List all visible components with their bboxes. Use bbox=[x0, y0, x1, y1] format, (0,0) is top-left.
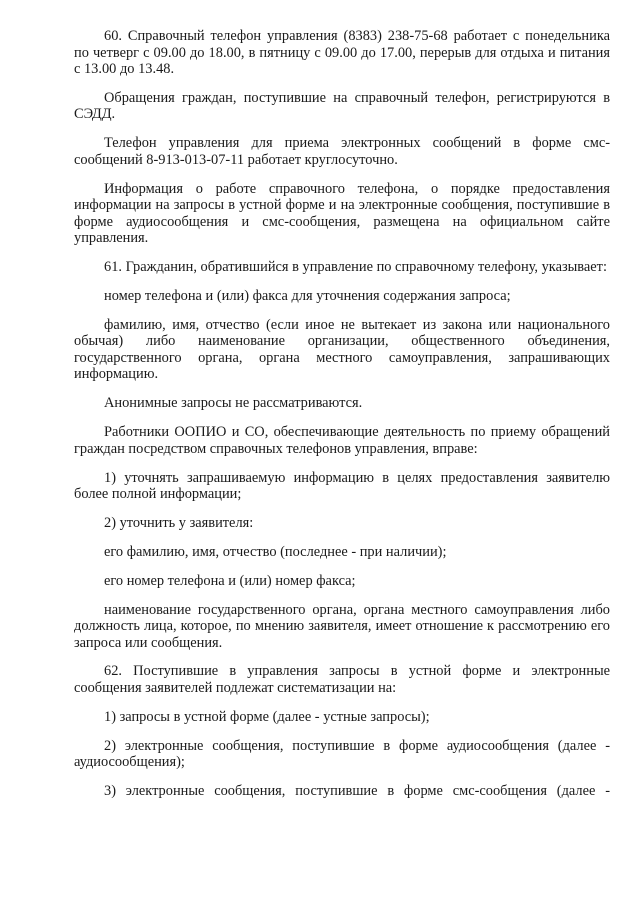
paragraph-61-caller-provides: 61. Гражданин, обратившийся в управление по справочному телефону, указывает: bbox=[104, 259, 607, 276]
list-item-sms-messages: 3) электронные сообщения, поступившие в форме смс-сообщения (далее - bbox=[104, 783, 610, 800]
paragraph-authority-name: наименование государственного органа, органа местного самоуправления либо должность лица, которое, по мнению заявителя, имеет отношение к рассмотрению его запроса или сообщения. bbox=[74, 601, 610, 651]
paragraph-applicant-phone: его номер телефона и (или) номер факса; bbox=[104, 572, 356, 589]
paragraph-info-published: Информация о работе справочного телефона, о порядке предоставления информации на запросы в устной форме и на электронные сообщения, поступившие в форме аудиосообщения и смс-сообщения, размещена на официальном сайте управления. bbox=[74, 180, 610, 247]
paragraph-registration: Обращения граждан, поступившие на справочный телефон, регистрируются в СЭДД. bbox=[74, 89, 610, 123]
paragraph-anonymous-requests: Анонимные запросы не рассматриваются. bbox=[104, 395, 363, 412]
list-item-audio-messages: 2) электронные сообщения, поступившие в форме аудиосообщения (далее - аудиосообщения); bbox=[74, 737, 610, 771]
paragraph-60-phone-hours: 60. Справочный телефон управления (8383) 238-75-68 работает с понедельника по четверг с 09.00 до 18.00, в пятницу с 09.00 до 17.00, перерыв для отдыха и питания с 13.00 до 13.48. bbox=[74, 28, 610, 77]
paragraph-staff-rights: Работники ООПИО и СО, обеспечивающие деятельность по приему обращений граждан посредством справочных телефонов управления, вправе: bbox=[74, 424, 610, 457]
list-item-oral-requests: 1) запросы в устной форме (далее - устные запросы); bbox=[104, 708, 430, 725]
paragraph-sms-phone: Телефон управления для приема электронных сообщений в форме смс-сообщений 8-913-013-07-11 работает круглосуточно. bbox=[74, 135, 610, 168]
paragraph-62-systematization: 62. Поступившие в управления запросы в устной форме и электронные сообщения заявителей подлежат систематизации на: bbox=[74, 663, 610, 696]
paragraph-full-name-or-organization: фамилию, имя, отчество (если иное не вытекает из закона или национального обычая) либо наименование организации, общественного объединения, государственного органа, органа местного самоуправления, запрашивающих информацию. bbox=[74, 316, 610, 383]
list-item-clarify-request: 1) уточнять запрашиваемую информацию в целях предоставления заявителю более полной информации; bbox=[74, 469, 610, 503]
list-item-clarify-with-applicant: 2) уточнить у заявителя: bbox=[104, 514, 254, 531]
paragraph-phone-fax-number: номер телефона и (или) факса для уточнения содержания запроса; bbox=[104, 287, 511, 304]
document-page bbox=[74, 28, 610, 812]
paragraph-applicant-name: его фамилию, имя, отчество (последнее - при наличии); bbox=[104, 543, 447, 560]
